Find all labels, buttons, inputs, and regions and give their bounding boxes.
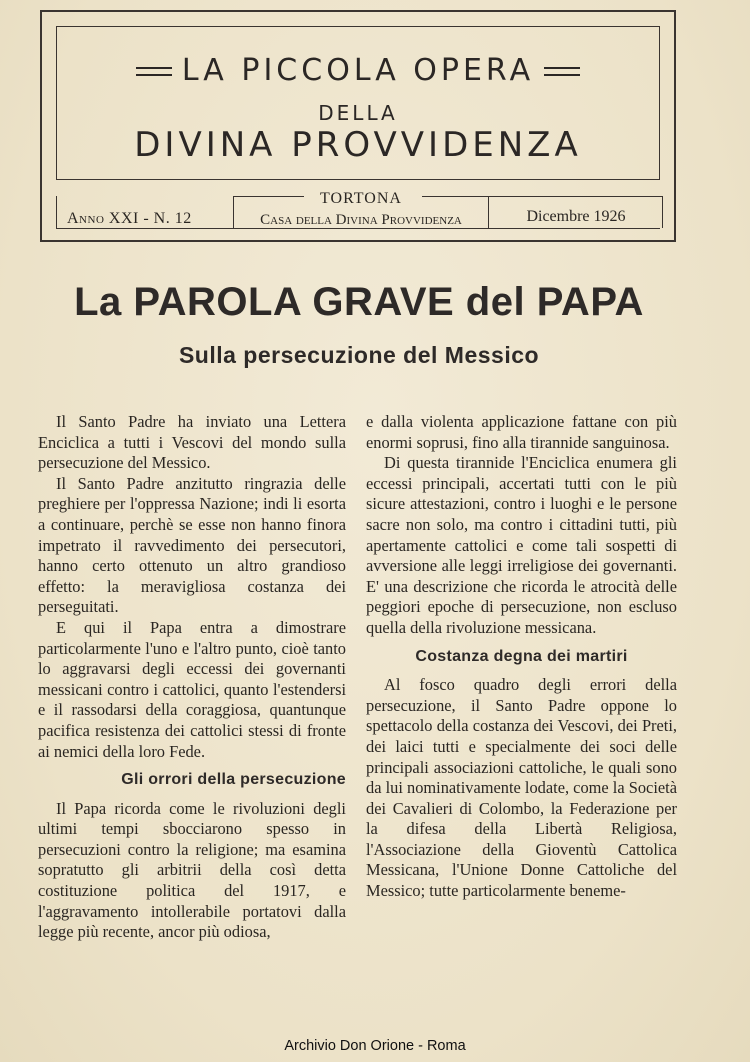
archive-credit: Archivio Don Orione - Roma: [284, 1038, 466, 1054]
article-column-right: [366, 412, 677, 902]
issue-date: Dicembre 1926: [526, 208, 626, 225]
dash-ornament-left: [136, 67, 172, 76]
masthead-title-line1: [57, 53, 659, 88]
article-column-left: [38, 412, 346, 943]
publisher-name: Casa della Divina Provvidenza: [260, 212, 462, 228]
section-heading: Costanza degna dei martiri: [415, 647, 628, 665]
publisher-box: [234, 190, 489, 228]
section-heading: Gli orrori della persecuzione: [121, 771, 346, 789]
info-rule-bottom: [56, 228, 660, 229]
dash-ornament-right: [544, 67, 580, 76]
paragraph: Al fosco quadro degli errori della persecuzione, il Santo Padre oppone lo spettacolo della costanza dei Vescovi, dei Preti, dei laici tutti e specialmente dei soci delle principali associazioni cattoliche, le quali sono da lui nominativamente lodate, come la Società dei Cavalieri di Colombo, la Federazione per la difesa della Libertà Religiosa, l'Associazione della Gioventù Cattolica Messicana, l'Unione Donne Cattoliche del Messico; tutte particolarmente beneme-: [366, 675, 677, 901]
masthead-title-text: LA PICCOLA OPERA: [181, 53, 535, 88]
masthead-title-line3: DIVINA PROVVIDENZA: [134, 125, 582, 165]
paragraph: Il Papa ricorda come le rivoluzioni degli ultimi tempi sbocciarono spesso in persecuzioni contro la religione; ma esamina sopratutto gli arbitrii della così detta costituzione politica del 1917, e l'aggravamento intollerabile portatovi dalla legge più recente, ancor più odiosa,: [38, 798, 346, 942]
paragraph: Di questa tirannide l'Enciclica enumera gli eccessi principali, accertati tutti con le più sicure attestazioni, contro i luoghi e le persone sacre non solo, ma contro i cittadini tutti, più apertamente cattolici e come tali sospetti di avversione alle leggi irreligiose dei governanti. E' una descrizione che ricorda le atrocità delle peggiori epoche di persecuzione, non escluso quella della rivoluzione messicana.: [366, 453, 677, 637]
masthead-title-box: [56, 26, 660, 180]
masthead-title-line2: DELLA: [318, 101, 398, 125]
masthead-info-row: [56, 192, 660, 230]
masthead: [40, 10, 676, 242]
issue-box: [56, 196, 234, 228]
paragraph: Il Santo Padre anzitutto ringrazia delle preghiere per l'oppressa Nazione; indi li esorta a continuare, perchè se esse non hanno finora impetrato il ravvedimento dei persecutori, hanno certo ottenuto un altro grandioso effetto: la meravigliosa costanza dei perseguitati.: [38, 473, 346, 617]
article-headline: La PAROLA GRAVE del PAPA: [74, 280, 644, 324]
city-label: TORTONA: [320, 190, 402, 207]
date-box: [490, 196, 663, 228]
issue-number: Anno XXI - N. 12: [67, 210, 192, 227]
paragraph: E qui il Papa entra a dimostrare particolarmente l'uno e l'altro punto, cioè tanto lo aggravarsi degli eccessi dei governanti messicani contro i cattolici, quanto l'estendersi e il rassodarsi della coraggiosa, quantunque pacifica resistenza dei cattolici stessi di fronte ai nemici della loro Fede.: [38, 617, 346, 761]
article-subheadline: Sulla persecuzione del Messico: [178, 342, 540, 368]
paragraph: e dalla violenta applicazione fattane con più enormi soprusi, fino alla tirannide sanguinosa.: [366, 412, 677, 452]
paragraph: Il Santo Padre ha inviato una Lettera Enciclica a tutti i Vescovi del mondo sulla persecuzione del Messico.: [38, 412, 346, 473]
